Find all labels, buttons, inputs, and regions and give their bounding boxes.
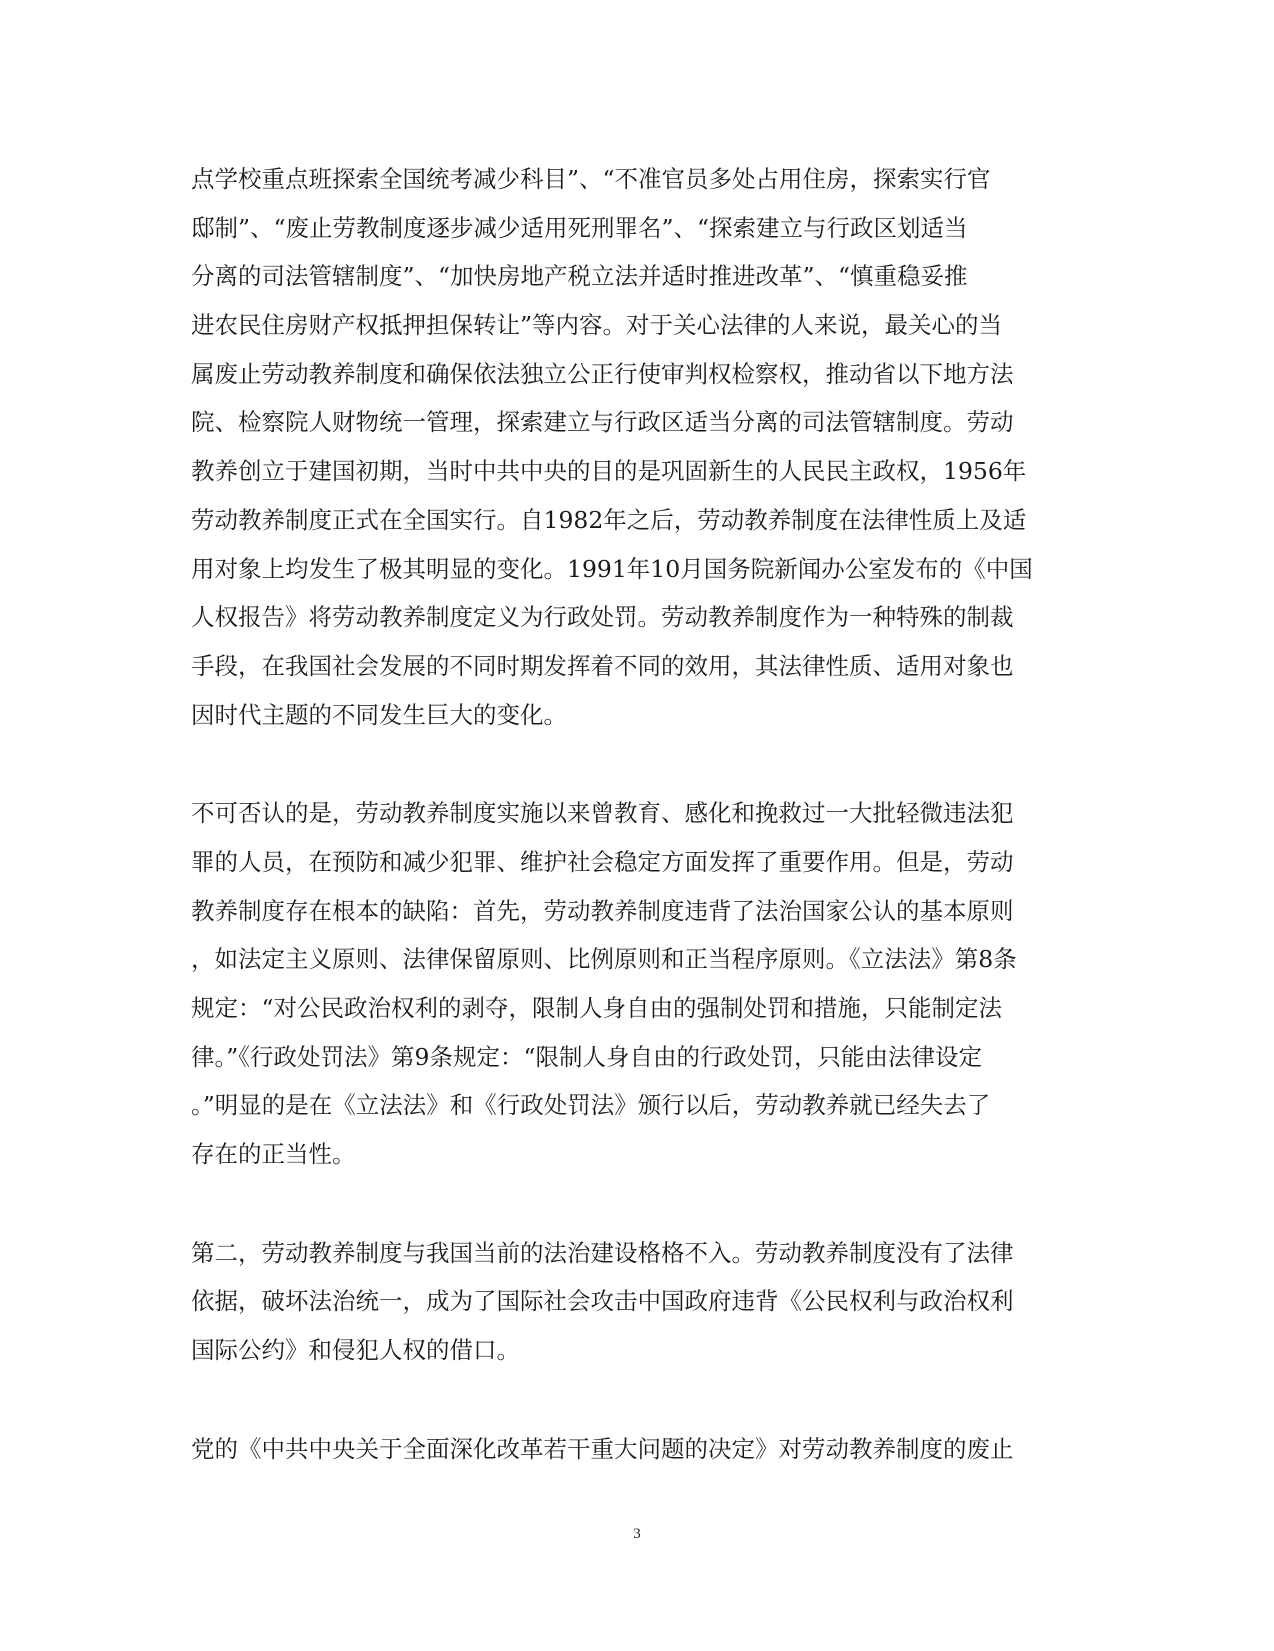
text-line: 劳动教养制度正式在全国实行。自1982年之后，劳动教养制度在法律性质上及适 <box>191 505 1027 534</box>
paragraph <box>191 155 1071 739</box>
text-line: 邸制”、“废止劳教制度逐步减少适用死刑罪名”、“探索建立与行政区划适当 <box>191 213 968 242</box>
text-line: 罪的人员，在预防和减少犯罪、维护社会稳定方面发挥了重要作用。但是，劳动 <box>191 847 1014 876</box>
paragraph <box>191 789 1071 1179</box>
text-line: 党的《中共中央关于全面深化改革若干重大问题的决定》对劳动教养制度的废止 <box>191 1434 1014 1463</box>
paragraph-spacer <box>191 1375 1071 1425</box>
paragraph-spacer <box>191 739 1071 789</box>
text-line: 。”明显的是在《立法法》和《行政处罚法》颁行以后，劳动教养就已经失去了 <box>191 1091 991 1120</box>
text-line: 院、检察院人财物统一管理，探索建立与行政区适当分离的司法管辖制度。劳动 <box>191 408 1014 437</box>
text-line: 人权报告》将劳动教养制度定义为行政处罚。劳动教养制度作为一种特殊的制裁 <box>191 603 1014 632</box>
text-line: 依据，破坏法治统一，成为了国际社会攻击中国政府违背《公民权利与政治权利 <box>191 1287 1014 1316</box>
paragraph-spacer <box>191 1179 1071 1229</box>
body-text <box>191 155 1071 1474</box>
text-line: 教养制度存在根本的缺陷：首先，劳动教养制度违背了法治国家公认的基本原则 <box>191 896 1014 925</box>
page-number: 3 <box>633 1526 641 1542</box>
text-line: 因时代主题的不同发生巨大的变化。 <box>191 700 567 729</box>
text-line: 属废止劳动教养制度和确保依法独立公正行使审判权检察权，推动省以下地方法 <box>191 359 1014 388</box>
text-line: 教养创立于建国初期，当时中共中央的目的是巩固新生的人民民主政权，1956年 <box>191 457 1027 486</box>
text-line: 不可否认的是，劳动教养制度实施以来曾教育、感化和挽救过一大批轻微违法犯 <box>191 799 1014 828</box>
text-line: 存在的正当性。 <box>191 1140 356 1169</box>
text-line: 规定：“对公民政治权利的剥夺，限制人身自由的强制处罚和措施，只能制定法 <box>191 994 1003 1022</box>
paragraph <box>191 1425 1071 1474</box>
text-line: 分离的司法管辖制度”、“加快房地产税立法并适时推进改革”、“慎重稳妥推 <box>191 262 968 291</box>
text-line: 点学校重点班探索全国统考减少科目”、“不准官员多处占用住房，探索实行官 <box>191 165 991 193</box>
text-line: 用对象上均发生了极其明显的变化。1991年10月国务院新闻办公室发布的《中国 <box>191 554 1033 583</box>
text-line: ，如法定主义原则、法律保留原则、比例原则和正当程序原则。《立法法》第8条 <box>191 945 1017 974</box>
text-line: 第二，劳动教养制度与我国当前的法治建设格格不入。劳动教养制度没有了法律 <box>191 1238 1014 1267</box>
paragraph <box>191 1229 1071 1375</box>
text-line: 手段，在我国社会发展的不同时期发挥着不同的效用，其法律性质、适用对象也 <box>191 651 1014 680</box>
text-line: 进农民住房财产权抵押担保转让”等内容。对于关心法律的人来说，最关心的当 <box>191 311 1003 340</box>
text-line: 国际公约》和侵犯人权的借口。 <box>191 1336 520 1365</box>
text-line: 律。”《行政处罚法》第9条规定：“限制人身自由的行政处罚，只能由法律设定 <box>191 1042 982 1071</box>
